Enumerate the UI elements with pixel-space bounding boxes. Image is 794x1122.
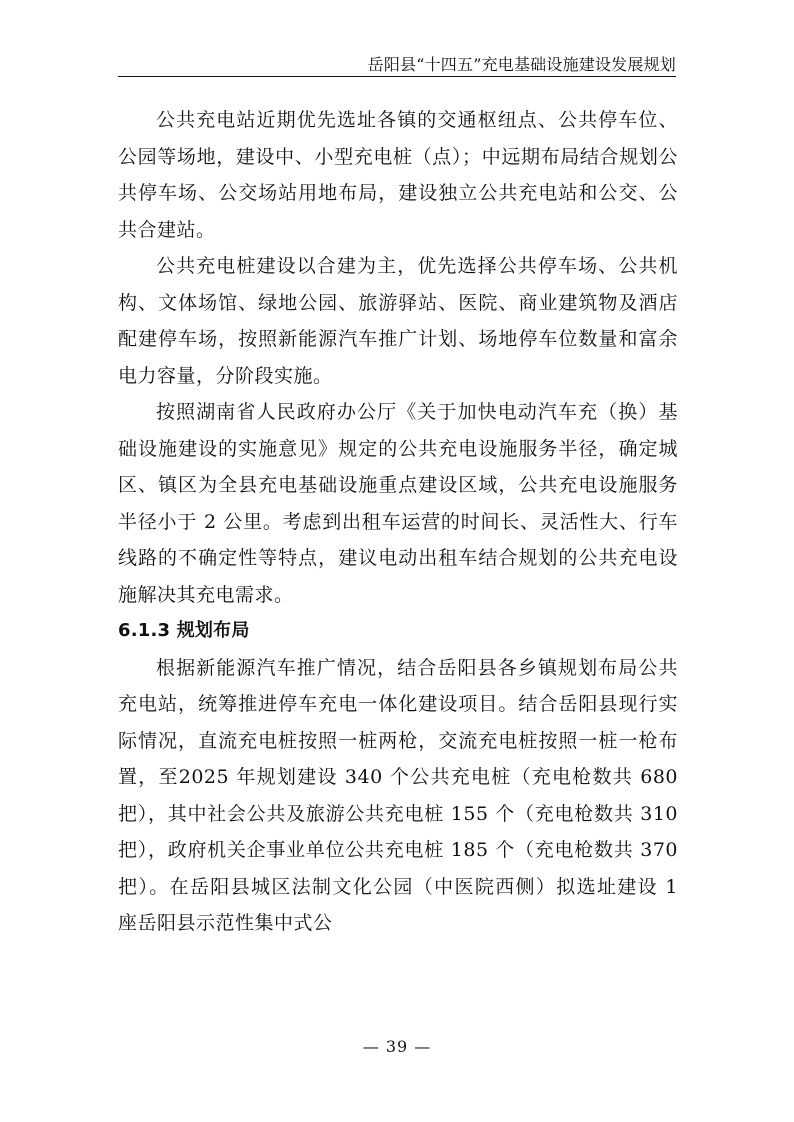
section-heading: 6.1.3 规划布局 [118, 620, 250, 641]
paragraph-service-radius: 按照湖南省人民政府办公厅《关于加快电动汽车充（换）基础设施建设的实施意见》规定的公共充电设施服务半径，确定城区、镇区为全县充电基础设施重点建设区域，公共充电设施服务半径小于 2 公里。考虑到出租车运营的时间长、灵活性大、行车线路的不确定性等特点，建议电动出租车结合规划的公共充电设施解决其充电需求。 [118, 401, 678, 606]
paragraph-planning-layout: 根据新能源汽车推广情况，结合岳阳县各乡镇规划布局公共充电站，统筹推进停车充电一体化建设项目。结合岳阳县现行实际情况，直流充电桩按照一桩两枪，交流充电桩按照一桩一枪布置，至2025 年规划建设 340 个公共充电桩（充电枪数共 680 把），其中社会公共及旅游公共充电桩 155 个（充电枪数共 310 把），政府机关企事业单位公共充电桩 185 个（充电枪数共 370 把）。在岳阳县城区法制文化公园（中医院西侧）拟选址建设 1 座岳阳县示范性集中式公 [118, 656, 678, 934]
page-number: — 39 — [362, 1037, 432, 1056]
paragraph-public-station-siting: 公共充电站近期优先选址各镇的交通枢纽点、公共停车位、公园等场地，建设中、小型充电桩（点）；中远期布局结合规划公共停车场、公交场站用地布局，建设独立公共充电站和公交、公共合建站。 [118, 109, 678, 241]
document-body [118, 102, 678, 942]
header-rule [118, 76, 676, 77]
page-header [118, 50, 676, 78]
header-title: 岳阳县“十四五”充电基础设施建设发展规划 [367, 55, 676, 74]
paragraph-public-pile-construction: 公共充电桩建设以合建为主，优先选择公共停车场、公共机构、文体场馆、绿地公园、旅游驿站、医院、商业建筑物及酒店配建停车场，按照新能源汽车推广计划、场地停车位数量和富余电力容量，分阶段实施。 [118, 255, 678, 387]
